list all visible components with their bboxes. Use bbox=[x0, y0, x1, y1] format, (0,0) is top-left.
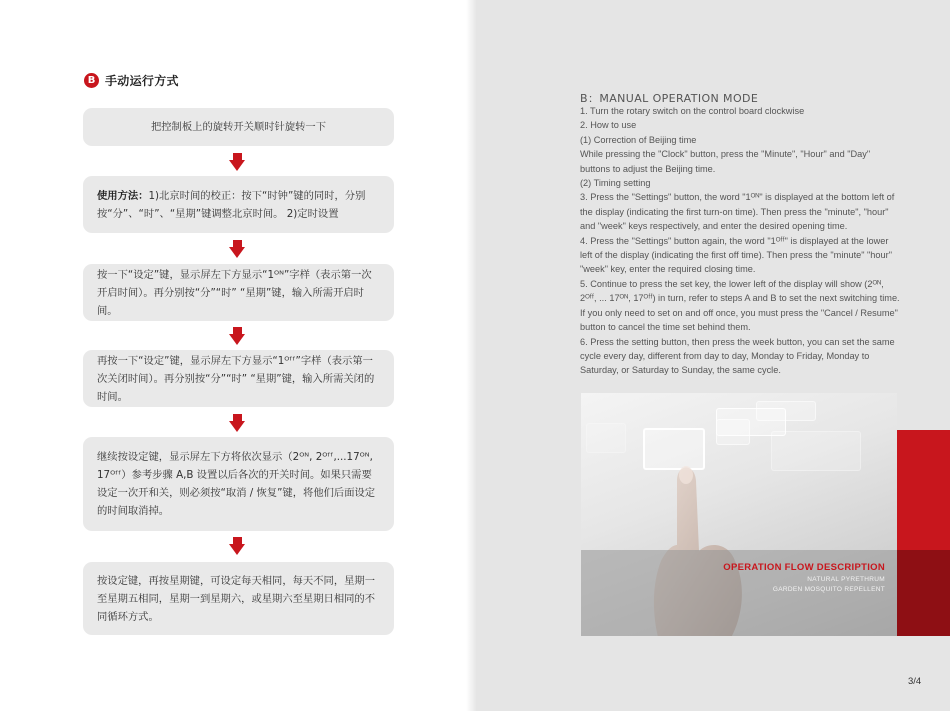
instruction-line-7: 4. Press the "Settings" button again, the word "1ᴼᶠᶠ" is displayed at the lower left of the display (indicating the first off time). Then press the "minute" "hour" "week" key, enter the required closing time. bbox=[580, 235, 892, 275]
instruction-line-6: 3. Press the "Settings" button, the word "1ᴼᴺ" is displayed at the bottom left of the display (indicating the first turn-on time). Then press the "minute", "hour" and "week" keys respectively, and enter the desired opening time. bbox=[580, 192, 895, 232]
instruction-line-4: While pressing the "Clock" button, press the "Minute", "Hour" and "Day" buttons to adjust the Beijing time. bbox=[580, 149, 871, 174]
photo-caption-subtitle-1: NATURAL PYRETHRUM bbox=[807, 576, 885, 583]
flow-step-6-text: 按设定键，再按星期键，可设定每天相同，每天不同，星期一至星期五相同，星期一到星期六，或星期六至星期日相同的不同循环方式。 bbox=[97, 574, 376, 623]
instruction-line-2: 2. How to use bbox=[580, 120, 637, 131]
flow-step-5 bbox=[83, 437, 394, 531]
flow-step-4-text: 再按一下“设定”键，显示屏左下方显示“1ᴼᶠᶠ”字样（表示第一次关闭时间）。再分别按“分”“时” “星期”键，输入所需关闭的时间。 bbox=[97, 354, 375, 403]
instruction-line-8: 5. Continue to press the set key, the lower left of the display will show (2ᴼᴺ, 2ᴼᶠᶠ, ... 17ᴼᴺ, 17ᴼᶠᶠ) in turn, refer to steps A and B to set the next switching time. If you only need to set on and off once, you must press the "Cancel / Resume" button to cancel the time set behind them. bbox=[580, 278, 900, 333]
flow-step-4 bbox=[83, 350, 394, 407]
flow-arrow-2 bbox=[229, 240, 246, 258]
usage-label: 使用方法： bbox=[97, 189, 149, 202]
instruction-line-3: (1) Correction of Beijing time bbox=[580, 134, 697, 145]
red-accent-block bbox=[897, 430, 950, 550]
section-title bbox=[84, 72, 179, 89]
section-badge: B bbox=[84, 73, 99, 88]
flow-arrow-5 bbox=[229, 537, 246, 555]
instruction-line-9: 6. Press the setting button, then press the week button, you can set the same cycle every day, different from day to day, Monday to Friday, Monday to Saturday, or Saturday to Sunday, the same cycle. bbox=[580, 336, 895, 376]
left-page bbox=[0, 0, 474, 711]
flow-step-1-text: 把控制板上的旋转开关顺时针旋转一下 bbox=[150, 121, 327, 133]
english-section-title: B：MANUAL OPERATION MODE bbox=[580, 92, 759, 105]
flow-arrow-1 bbox=[229, 153, 246, 171]
right-page bbox=[476, 0, 950, 711]
flow-step-2 bbox=[83, 176, 394, 233]
flow-step-3 bbox=[83, 264, 394, 321]
flow-step-5-text: 继续按设定键，显示屏左下方将依次显示（2ᴼᴺ, 2ᴼᶠᶠ,...17ᴼᴺ, 17ᴼᶠᶠ）参考步骤 A,B 设置以后各次的开关时间。如果只需要设定一次开和关，则必须按“取消 / 恢复”键，将他们后面设定的时间取消掉。 bbox=[97, 451, 376, 517]
flow-step-1 bbox=[83, 108, 394, 146]
glass-tile bbox=[756, 401, 816, 421]
glass-tile bbox=[771, 431, 861, 471]
glass-tile bbox=[586, 423, 626, 453]
instruction-line-5: (2) Timing setting bbox=[580, 178, 651, 189]
section-title-text: 手动运行方式 bbox=[105, 74, 179, 88]
flow-step-6 bbox=[83, 562, 394, 635]
flow-step-3-text: 按一下“设定”键，显示屏左下方显示“1ᴼᴺ”字样（表示第一次开启时间）。再分别按“分”“时” “星期”键，输入所需开启时间。 bbox=[97, 268, 372, 317]
flow-arrow-3 bbox=[229, 327, 246, 345]
page-number: 3/4 bbox=[908, 676, 922, 687]
photo-caption-subtitle-2: GARDEN MOSQUITO REPELLENT bbox=[772, 586, 885, 593]
touchscreen-photo bbox=[581, 393, 897, 636]
instruction-line-1: 1. Turn the rotary switch on the control board clockwise bbox=[580, 106, 805, 116]
flow-arrow-4 bbox=[229, 414, 246, 432]
photo-caption-title: OPERATION FLOW DESCRIPTION bbox=[723, 562, 885, 573]
dark-red-accent-block bbox=[897, 550, 950, 636]
english-instructions bbox=[580, 104, 902, 378]
flow-step-2-text: 1)北京时间的校正：按下“时钟”键的同时，分别按“分”、“时”、“星期”键调整北京时间。 2)定时设置 bbox=[97, 189, 366, 220]
